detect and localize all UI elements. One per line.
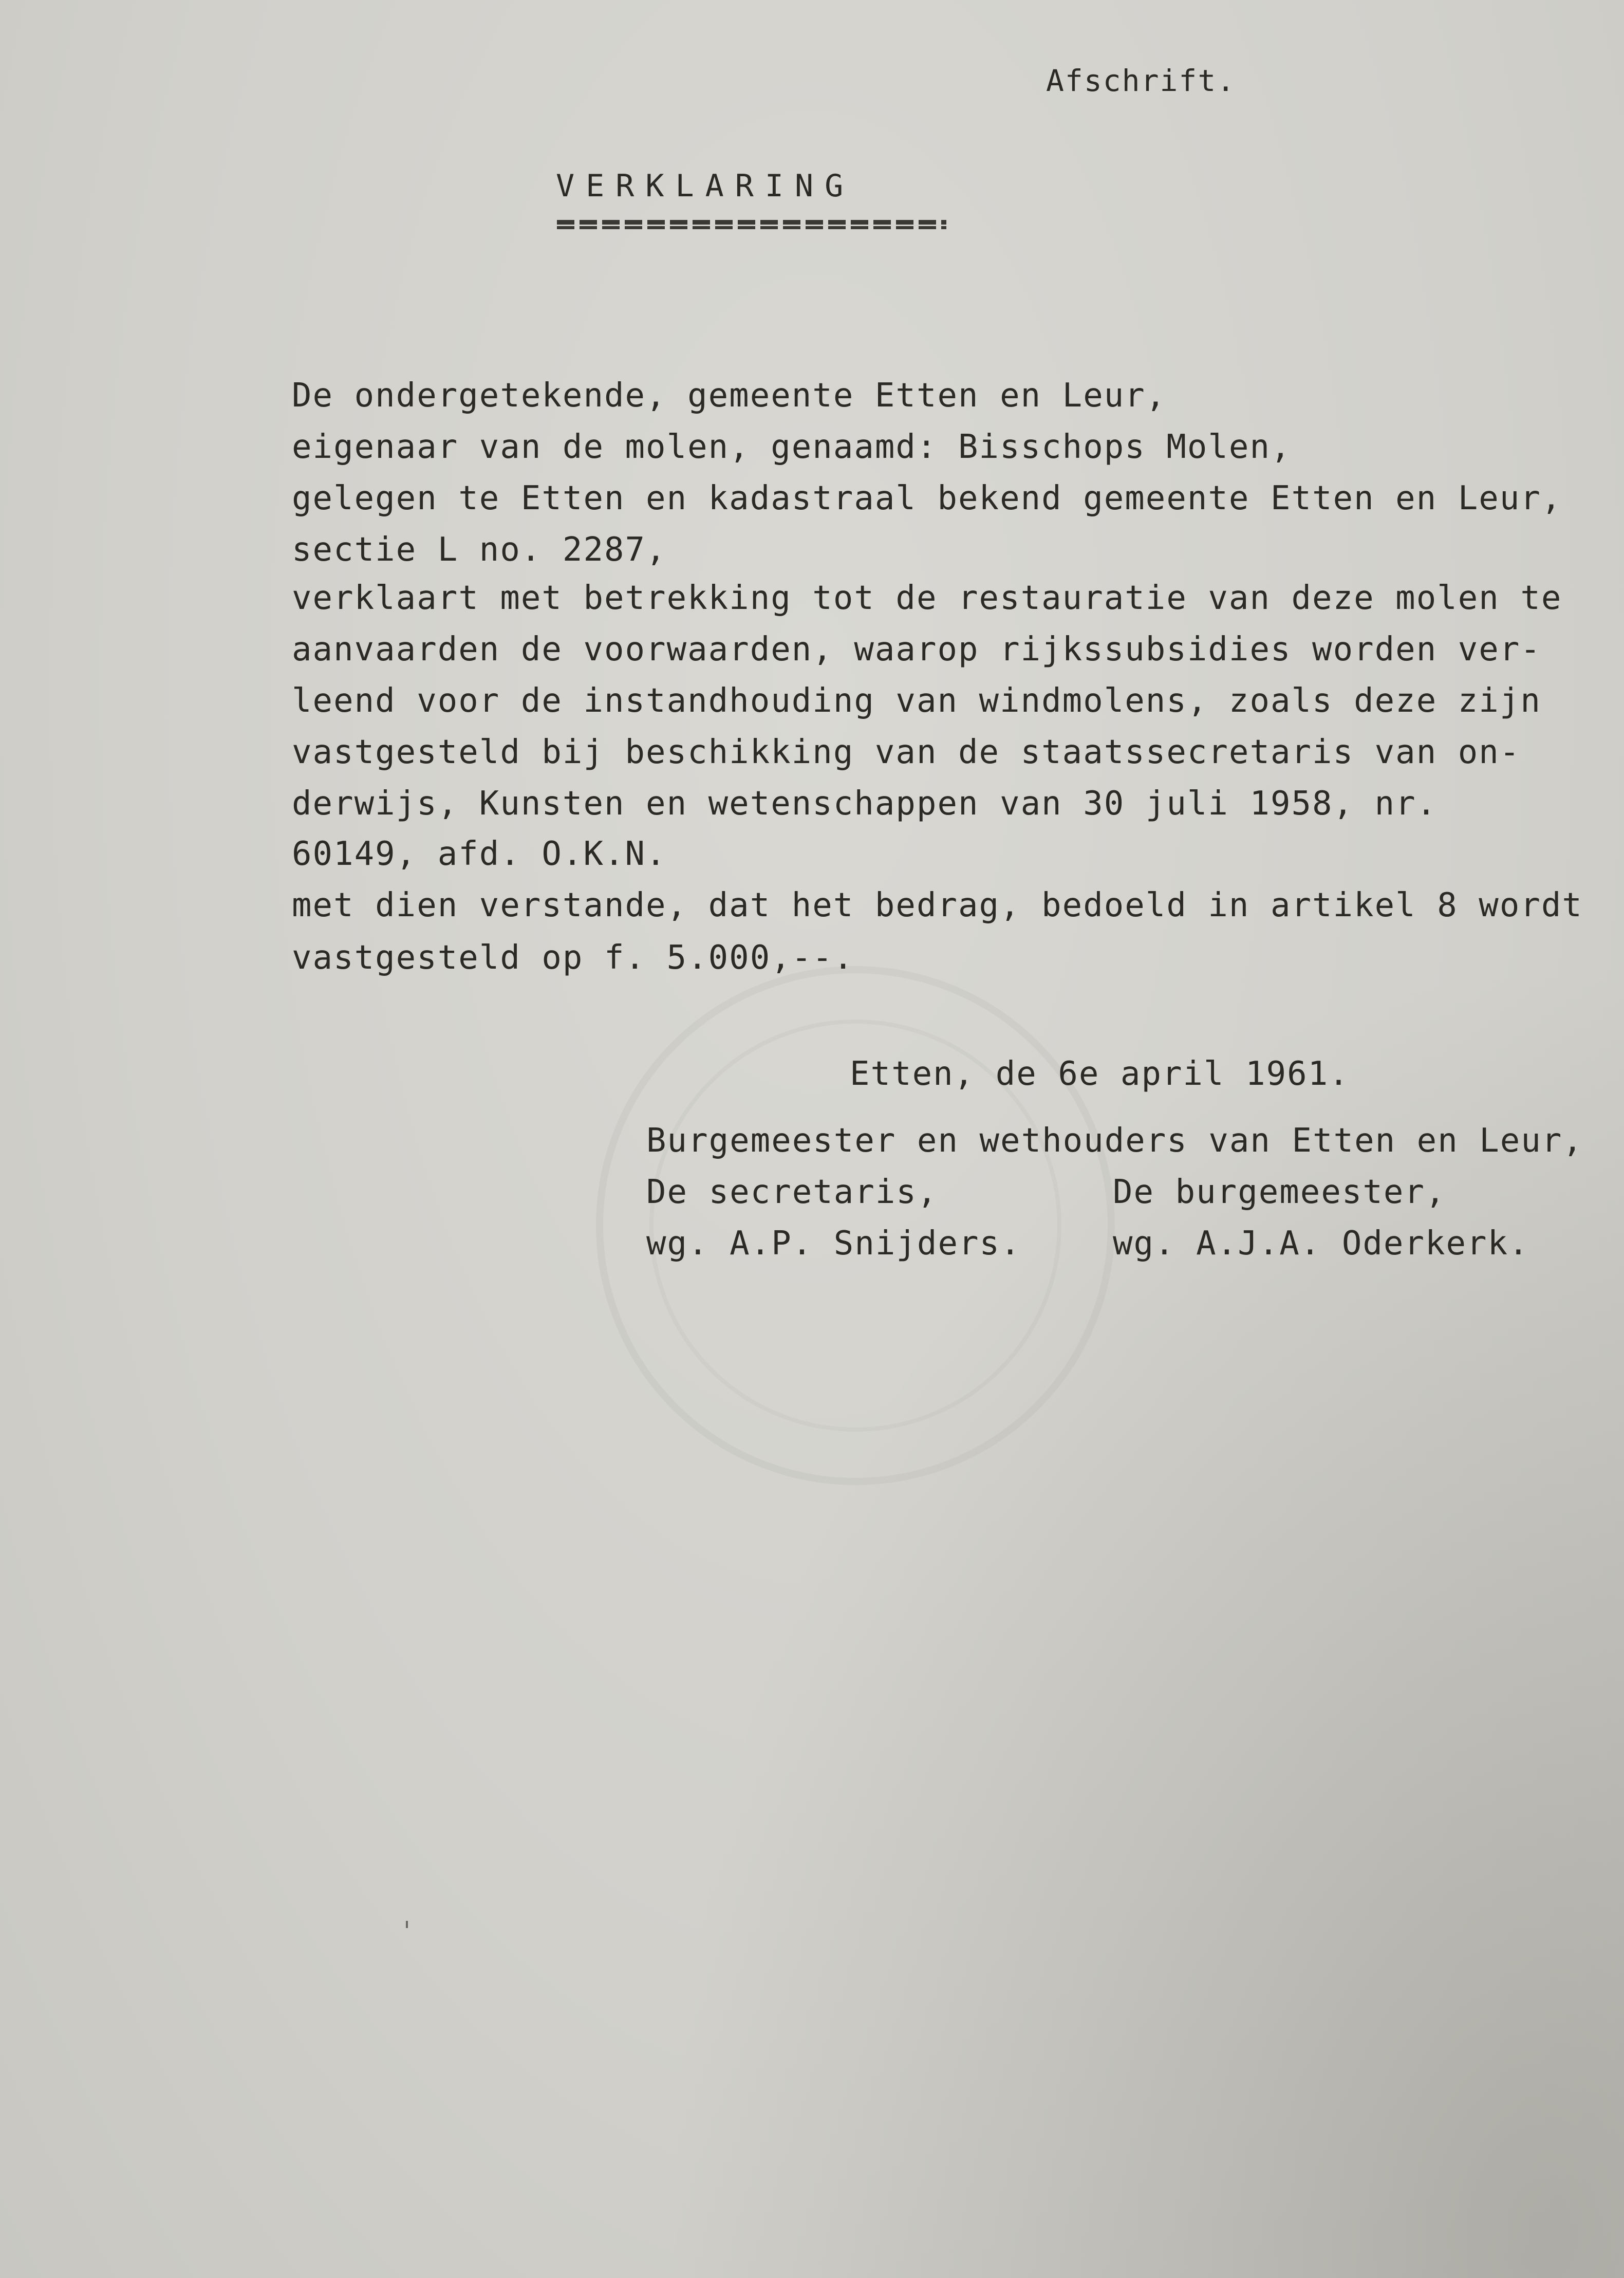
body-line: met dien verstande, dat het bedrag, bedoeld in artikel 8 wordt	[292, 886, 1583, 924]
body-line: derwijs, Kunsten en wetenschappen van 30 juli 1958, nr.	[292, 785, 1438, 823]
document-title: VERKLARING	[556, 168, 855, 204]
secretary-title: De secretaris,	[646, 1173, 938, 1211]
place-and-date: Etten, de 6e april 1961.	[850, 1055, 1350, 1093]
signing-authority: Burgemeester en wethouders van Etten en Leur,	[646, 1122, 1583, 1160]
body-line: gelegen te Etten en kadastraal bekend gemeente Etten en Leur,	[292, 479, 1562, 517]
title-double-underline	[557, 220, 946, 229]
secretary-signature: wg. A.P. Snijders.	[646, 1225, 1021, 1263]
body-line: aanvaarden de voorwaarden, waarop rijkssubsidies worden ver-	[292, 631, 1541, 669]
body-line: sectie L no. 2287,	[292, 531, 667, 569]
mayor-signature: wg. A.J.A. Oderkerk.	[1113, 1225, 1529, 1263]
body-line: eigenaar van de molen, genaamd: Bisschops Molen,	[292, 428, 1292, 466]
paper-speck	[406, 1921, 408, 1928]
mayor-title: De burgemeester,	[1113, 1173, 1446, 1211]
body-line: verklaart met betrekking tot de restauratie van deze molen te	[292, 579, 1562, 617]
body-line: vastgesteld bij beschikking van de staatssecretaris van on-	[292, 733, 1521, 771]
body-line: De ondergetekende, gemeente Etten en Leur,	[292, 377, 1167, 415]
body-line: vastgesteld op f. 5.000,--.	[292, 939, 854, 977]
body-line: leend voor de instandhouding van windmolens, zoals deze zijn	[292, 682, 1541, 720]
body-line: 60149, afd. O.K.N.	[292, 835, 667, 873]
copy-note: Afschrift.	[1046, 63, 1236, 98]
